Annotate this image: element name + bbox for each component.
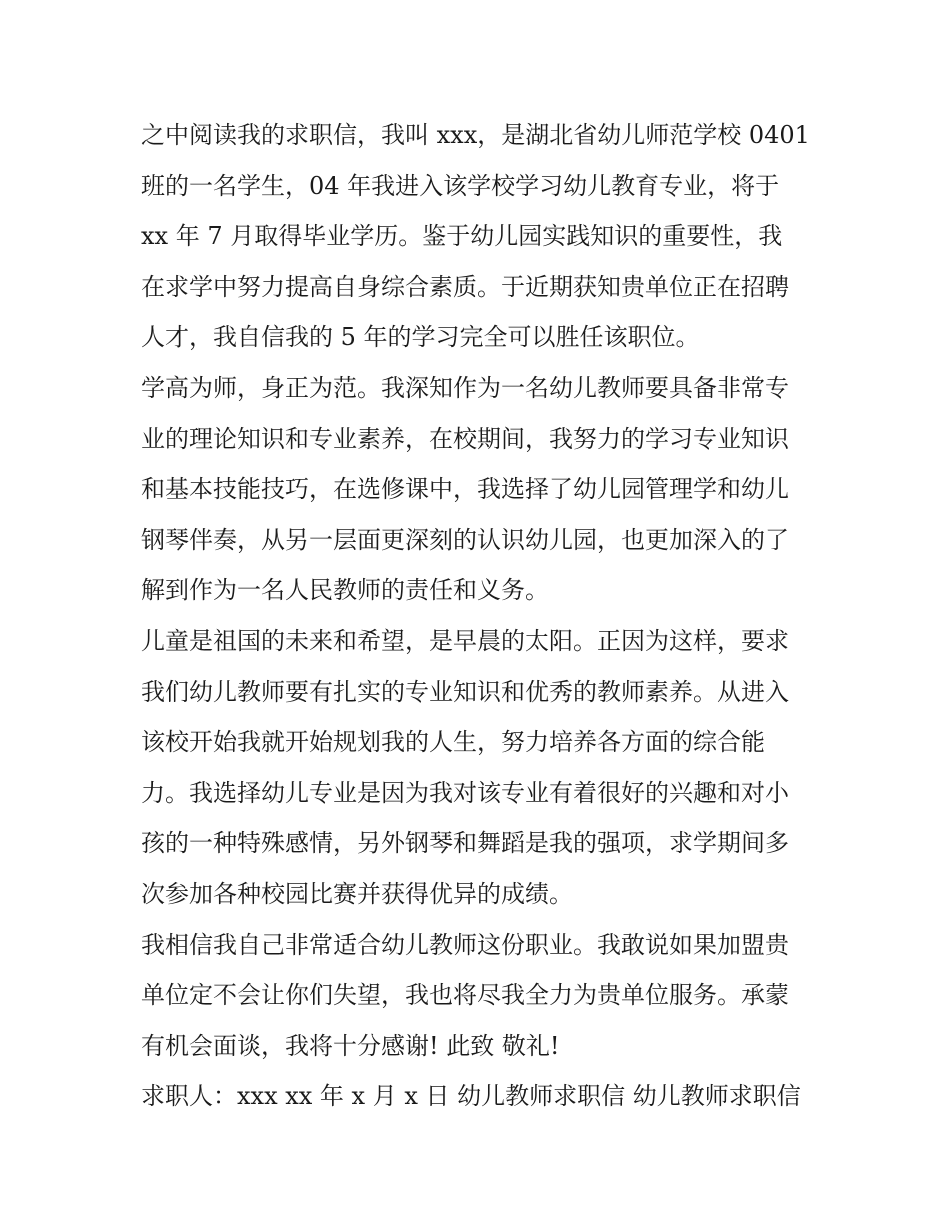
paragraph <box>141 363 821 616</box>
text-line: 有机会面谈，我将十分感谢! 此致 敬礼! <box>141 1031 560 1060</box>
paragraph <box>141 110 821 363</box>
signature-line: 求职人：xxx xx 年 x 月 x 日 幼儿教师求职信 幼儿教师求职信 <box>141 1082 801 1111</box>
text-line: 孩的一种特殊感情，另外钢琴和舞蹈是我的强项，求学期间多 <box>141 829 789 858</box>
letter-body <box>141 110 821 1122</box>
text-line: 次参加各种校园比赛并获得优异的成绩。 <box>141 879 573 908</box>
text-line: 单位定不会让你们失望，我也将尽我全力为贵单位服务。承蒙 <box>141 981 789 1010</box>
text-line: 该校开始我就开始规划我的人生，努力培养各方面的综合能 <box>141 728 765 757</box>
text-line: xx 年 7 月取得毕业学历。鉴于幼儿园实践知识的重要性，我 <box>141 222 783 251</box>
text-line: 力。我选择幼儿专业是因为我对该专业有着很好的兴趣和对小 <box>141 778 789 807</box>
text-line: 业的理论知识和专业素养，在校期间，我努力的学习专业知识 <box>141 424 789 453</box>
text-line: 人才，我自信我的 5 年的学习完全可以胜任该职位。 <box>141 323 700 352</box>
text-line: 学高为师，身正为范。我深知作为一名幼儿教师要具备非常专 <box>141 373 789 402</box>
text-line: 我们幼儿教师要有扎实的专业知识和优秀的教师素养。从进入 <box>141 677 789 706</box>
paragraph <box>141 920 821 1072</box>
text-line: 班的一名学生，04 年我进入该学校学习幼儿教育专业，将于 <box>141 171 780 200</box>
text-line: 儿童是祖国的未来和希望，是早晨的太阳。正因为这样，要求 <box>141 626 789 655</box>
text-line: 在求学中努力提高自身综合素质。于近期获知贵单位正在招聘 <box>141 272 789 301</box>
text-line: 我相信我自己非常适合幼儿教师这份职业。我敢说如果加盟贵 <box>141 930 789 959</box>
text-line: 钢琴伴奏，从另一层面更深刻的认识幼儿园，也更加深入的了 <box>141 525 789 554</box>
text-line: 解到作为一名人民教师的责任和义务。 <box>141 576 549 605</box>
text-line: 之中阅读我的求职信，我叫 xxx，是湖北省幼儿师范学校 0401 <box>141 121 810 149</box>
signature-paragraph <box>141 1071 821 1122</box>
text-line: 和基本技能技巧，在选修课中，我选择了幼儿园管理学和幼儿 <box>141 475 789 504</box>
paragraph <box>141 616 821 920</box>
